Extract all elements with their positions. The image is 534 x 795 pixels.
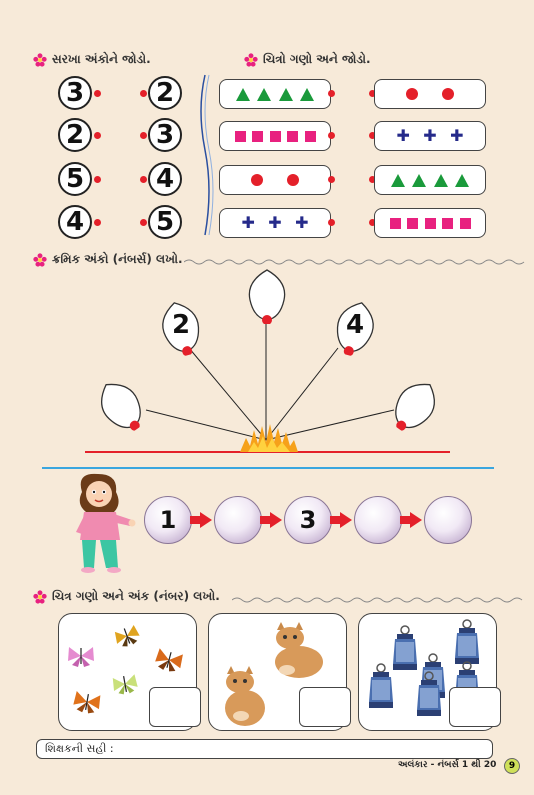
flower-icon <box>244 53 258 67</box>
arrow-right-icon <box>200 512 212 528</box>
girl-illustration <box>66 470 136 575</box>
square-icon <box>287 131 298 142</box>
arrow-right-icon <box>270 512 282 528</box>
match-dot[interactable] <box>328 132 335 139</box>
triangle-icon <box>391 174 405 187</box>
match-dot[interactable] <box>140 132 147 139</box>
match-dot[interactable] <box>328 90 335 97</box>
picture-row <box>374 79 486 109</box>
shape-group <box>220 166 330 194</box>
square-icon <box>425 218 436 229</box>
heading-text: ક્રમિક અંકો (નંબર્સ) લખો. <box>52 252 183 266</box>
answer-box[interactable] <box>299 687 351 727</box>
plus-icon: ✚ <box>423 126 437 145</box>
number-circle: 2 <box>58 118 92 152</box>
shape-group <box>220 122 330 150</box>
triangle-icon <box>236 88 250 101</box>
shape-group <box>375 80 485 108</box>
wavy-line <box>232 596 530 604</box>
shape-group <box>375 166 485 194</box>
triangle-icon <box>455 174 469 187</box>
plus-icon: ✚ <box>295 213 309 232</box>
shape-group <box>220 209 330 237</box>
picture-row <box>219 165 331 195</box>
triangle-icon <box>300 88 314 101</box>
flower-icon <box>33 53 47 67</box>
triangle-icon <box>412 174 426 187</box>
heading-text: સરખા અંકોને જોડો. <box>52 52 151 66</box>
number-bead[interactable]: 3 <box>284 496 332 544</box>
arrow-right-icon <box>340 512 352 528</box>
dot-icon <box>442 88 454 100</box>
square-icon <box>270 131 281 142</box>
number-bead[interactable] <box>214 496 262 544</box>
divider-brackets <box>195 70 215 240</box>
match-dot[interactable] <box>94 132 101 139</box>
answer-box[interactable] <box>449 687 501 727</box>
signature-label: શિક્ષકની સહી : <box>45 742 114 755</box>
match-dot[interactable] <box>140 176 147 183</box>
picture-box-lanterns <box>358 613 497 731</box>
burst-icon <box>240 424 298 452</box>
page-number: 9 <box>504 758 520 774</box>
heading-count-write <box>33 589 220 604</box>
picture-row <box>374 121 486 151</box>
square-icon <box>235 131 246 142</box>
picture-row <box>219 121 331 151</box>
number-bead[interactable] <box>354 496 402 544</box>
match-dot[interactable] <box>328 176 335 183</box>
match-dot[interactable] <box>94 219 101 226</box>
blue-divider <box>42 467 494 469</box>
petal-number: 2 <box>171 310 191 340</box>
dot-icon <box>406 88 418 100</box>
match-dot[interactable] <box>328 219 335 226</box>
teacher-signature-field[interactable] <box>36 739 493 759</box>
match-dot[interactable] <box>94 90 101 97</box>
number-bead[interactable] <box>424 496 472 544</box>
dot-icon <box>287 174 299 186</box>
match-dot[interactable] <box>140 219 147 226</box>
number-circle: 2 <box>148 76 182 110</box>
picture-row <box>374 165 486 195</box>
arrow-right-icon <box>410 512 422 528</box>
picture-box-butterflies <box>58 613 197 731</box>
square-icon <box>407 218 418 229</box>
square-icon <box>460 218 471 229</box>
triangle-icon <box>279 88 293 101</box>
plus-icon: ✚ <box>268 213 282 232</box>
plus-icon: ✚ <box>396 126 410 145</box>
number-circle: 4 <box>148 162 182 196</box>
heading-text: ચિત્રો ગણો અને જોડો. <box>263 52 371 66</box>
petal[interactable] <box>242 268 292 324</box>
number-circle: 5 <box>148 205 182 239</box>
picture-row <box>219 79 331 109</box>
plus-icon: ✚ <box>450 126 464 145</box>
square-icon <box>390 218 401 229</box>
shape-group <box>375 209 485 237</box>
petal-number: 4 <box>345 310 365 340</box>
shape-group <box>375 122 485 150</box>
number-circle: 5 <box>58 162 92 196</box>
answer-box[interactable] <box>149 687 201 727</box>
match-dot[interactable] <box>94 176 101 183</box>
number-circle: 3 <box>148 118 182 152</box>
footer-title: અલંકાર - નંબર્સ 1 થી 20 <box>398 760 497 770</box>
square-icon <box>442 218 453 229</box>
number-bead[interactable]: 1 <box>144 496 192 544</box>
square-icon <box>252 131 263 142</box>
flower-icon <box>33 590 47 604</box>
plus-icon: ✚ <box>241 213 255 232</box>
heading-match-numbers <box>33 52 151 67</box>
square-icon <box>305 131 316 142</box>
number-circle: 3 <box>58 76 92 110</box>
picture-box-cats <box>208 613 347 731</box>
number-circle: 4 <box>58 205 92 239</box>
dot-icon <box>251 174 263 186</box>
picture-row <box>219 208 331 238</box>
heading-text: ચિત્ર ગણો અને અંક (નંબર) લખો. <box>52 589 220 603</box>
triangle-icon <box>434 174 448 187</box>
heading-count-pictures <box>244 52 371 67</box>
match-dot[interactable] <box>140 90 147 97</box>
triangle-icon <box>257 88 271 101</box>
shape-group <box>220 80 330 108</box>
picture-row <box>374 208 486 238</box>
